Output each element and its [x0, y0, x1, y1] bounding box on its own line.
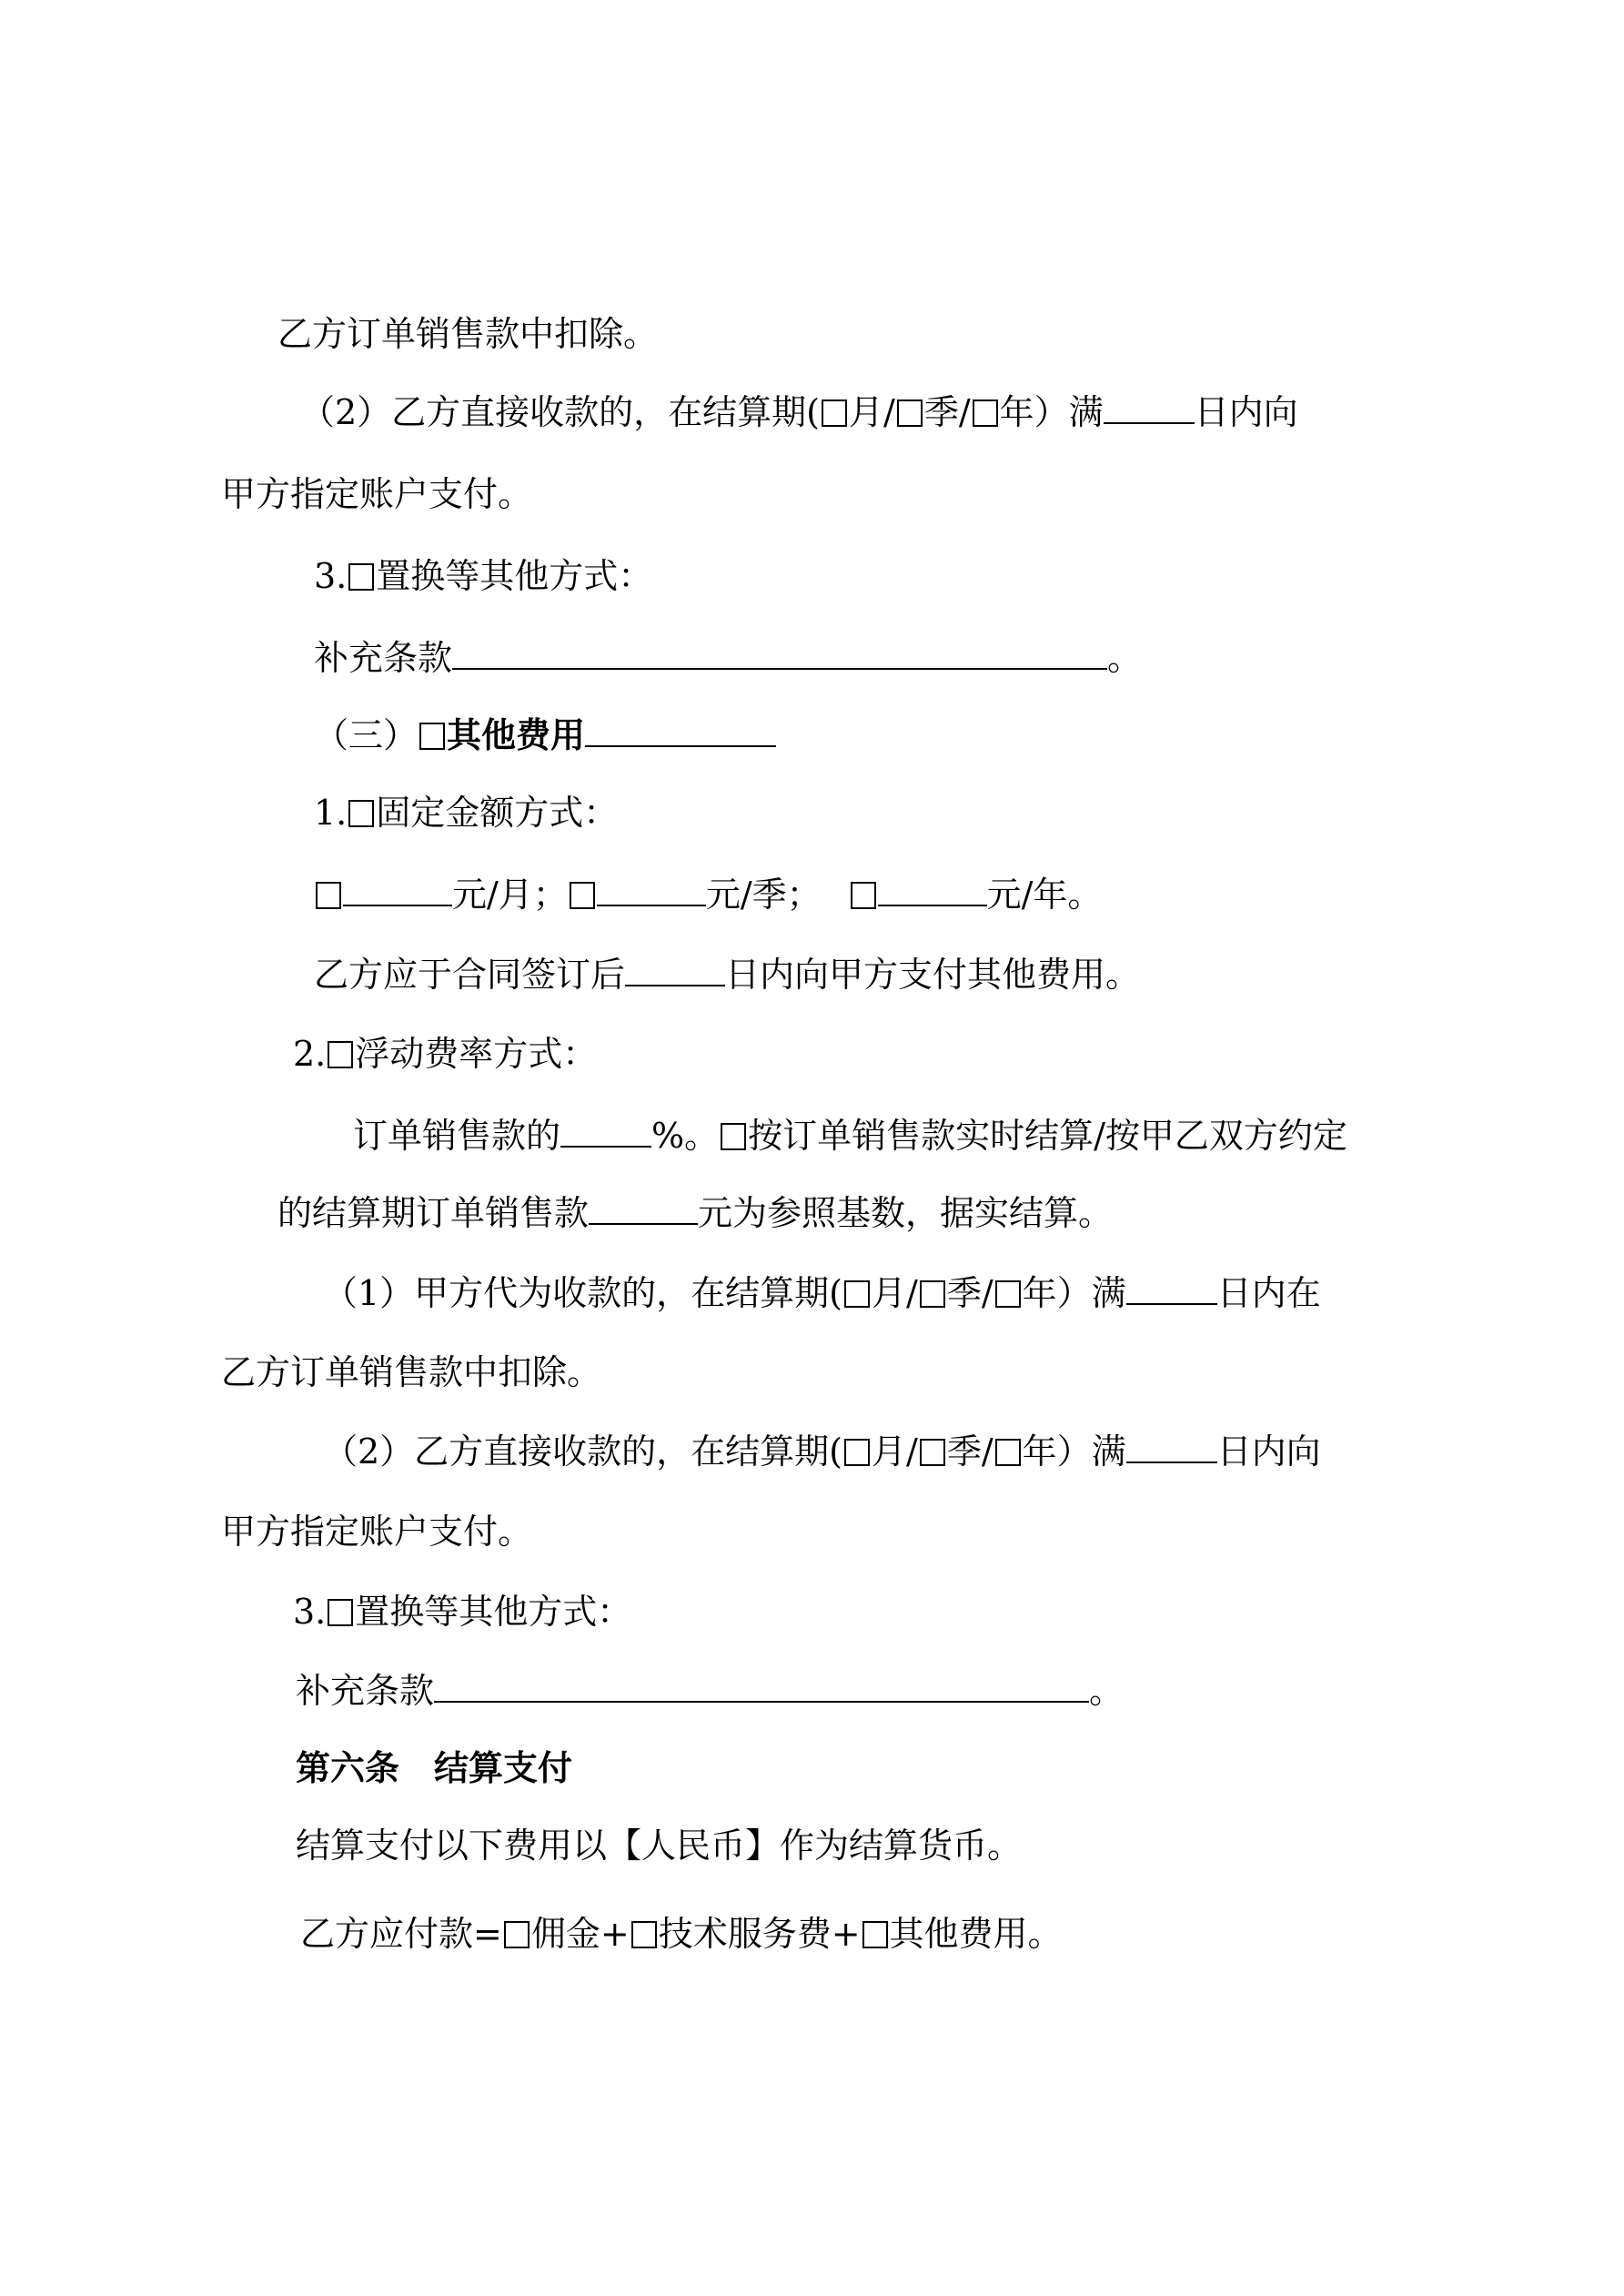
checkbox-other-fees[interactable] — [419, 723, 445, 750]
paragraph: （三） 其他费用 — [314, 714, 776, 756]
days-blank[interactable] — [1104, 391, 1195, 424]
paragraph: 补充条款 。 — [314, 638, 1143, 678]
sign-days-blank[interactable] — [625, 954, 725, 986]
checkbox-exchange[interactable] — [328, 1599, 353, 1626]
paragraph: 乙方订单销售款中扣除。 — [221, 1352, 602, 1392]
checkbox-quarter[interactable] — [897, 400, 923, 427]
paragraph: 2. 浮动费率方式： — [293, 1034, 598, 1074]
paragraph: 3. 置换等其他方式： — [293, 1592, 632, 1632]
paragraph: 1. 固定金额方式： — [314, 793, 619, 833]
rate-blank[interactable] — [560, 1115, 651, 1148]
days-blank[interactable] — [1126, 1272, 1217, 1305]
paragraph: 结算支付以下费用以【人民币】作为结算货币。 — [296, 1826, 1023, 1866]
days-blank[interactable] — [1126, 1431, 1217, 1463]
paragraph: 3. 置换等其他方式： — [314, 556, 653, 596]
paragraph: 补充条款 。 — [296, 1671, 1125, 1711]
paragraph: 甲方指定账户支付。 — [221, 1512, 533, 1552]
section-heading: 第六条 结算支付 — [296, 1747, 573, 1788]
checkbox-quarter[interactable] — [920, 1280, 945, 1308]
paragraph: 甲方指定账户支付。 — [221, 474, 533, 514]
paragraph: （1）甲方代为收款的，在结算期( 月/ 季/ 年）满 日内在 — [323, 1273, 1321, 1313]
amount-quarter-blank[interactable] — [597, 874, 706, 906]
paragraph: （2）乙方直接收款的，在结算期( 月/ 季/ 年）满 日内向 — [323, 1431, 1321, 1472]
paragraph: 元/月； 元/季； 元/年。 — [314, 874, 1102, 915]
base-amount-blank[interactable] — [589, 1192, 698, 1225]
paragraph: 乙方应于合同签订后 日内向甲方支付其他费用。 — [314, 955, 1141, 995]
checkbox-realtime-settlement[interactable] — [721, 1123, 746, 1150]
checkbox-year[interactable] — [995, 1280, 1021, 1308]
text: 乙方订单销售款中扣除。 — [277, 314, 659, 354]
paragraph — [277, 313, 658, 355]
checkbox-month[interactable] — [822, 400, 847, 427]
checkbox-per-year[interactable] — [851, 882, 876, 909]
checkbox-per-quarter[interactable] — [570, 882, 595, 909]
other-fees-blank[interactable] — [585, 714, 776, 747]
paragraph: 订单销售款的 %。 按订单销售款实时结算/按甲乙双方约定 — [353, 1116, 1347, 1156]
checkbox-fixed-amount[interactable] — [348, 800, 374, 827]
checkbox-month[interactable] — [844, 1280, 870, 1308]
checkbox-exchange[interactable] — [348, 563, 374, 591]
paragraph: （2）乙方直接收款的，在结算期( 月/ 季/ 年）满 日内向 — [300, 392, 1298, 432]
checkbox-other-fees[interactable] — [862, 1921, 888, 1948]
checkbox-month[interactable] — [844, 1439, 870, 1466]
checkbox-tech-service[interactable] — [631, 1921, 657, 1948]
supplement-blank[interactable] — [452, 637, 1107, 670]
paragraph: 乙方应付款= 佣金+ 技术服务费+ 其他费用。 — [300, 1914, 1063, 1954]
supplement-blank[interactable] — [434, 1670, 1089, 1703]
amount-year-blank[interactable] — [878, 874, 987, 906]
checkbox-per-month[interactable] — [316, 882, 341, 909]
checkbox-year[interactable] — [995, 1439, 1021, 1466]
amount-month-blank[interactable] — [343, 874, 452, 906]
checkbox-floating-rate[interactable] — [328, 1041, 353, 1068]
checkbox-quarter[interactable] — [920, 1439, 945, 1466]
checkbox-commission[interactable] — [504, 1921, 530, 1948]
checkbox-year[interactable] — [973, 400, 998, 427]
paragraph: 的结算期订单销售款 元为参照基数，据实结算。 — [277, 1193, 1114, 1233]
